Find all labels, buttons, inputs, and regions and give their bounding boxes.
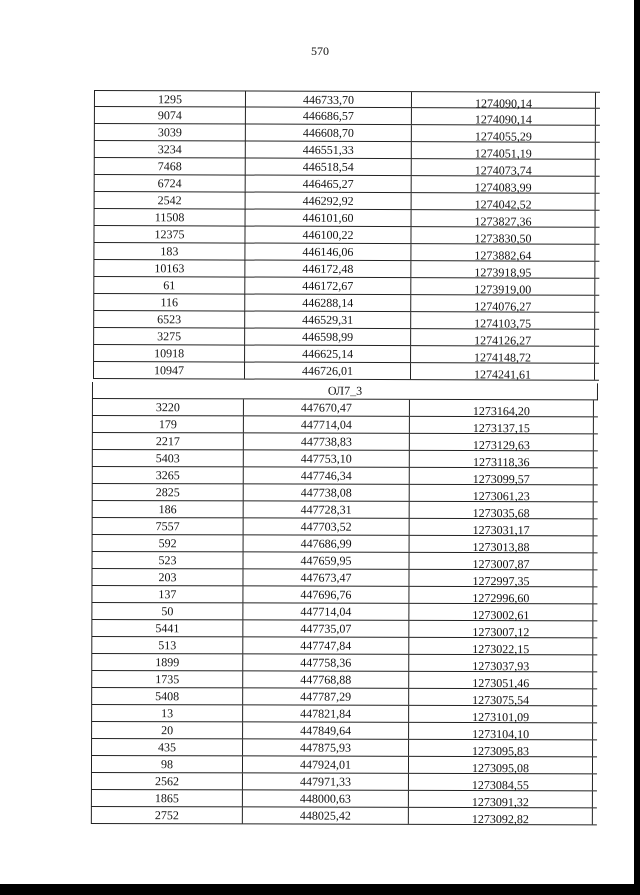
y-coordinate-cell: 1273095,08 (409, 757, 593, 773)
point-id-cell: 186 (92, 501, 244, 517)
x-coordinate-cell: 448000,63 (243, 790, 409, 806)
point-id-cell: 3275 (93, 328, 245, 345)
y-coordinate-cell: 1273037,93 (409, 655, 593, 671)
y-coordinate-cell: 1273022,15 (409, 638, 593, 654)
x-coordinate-cell: 446551,33 (246, 142, 412, 159)
point-id-cell: 12375 (93, 226, 245, 243)
x-coordinate-cell: 447738,08 (244, 484, 410, 500)
x-coordinate-cell: 447821,84 (243, 705, 409, 721)
table-row (91, 586, 597, 604)
table-row (93, 243, 599, 262)
table-row (94, 124, 600, 143)
table-row (93, 345, 599, 364)
point-id-cell: 13 (91, 705, 243, 721)
y-coordinate-cell: 1274126,27 (411, 329, 595, 346)
y-coordinate-cell: 1273075,54 (409, 689, 593, 705)
table-row (94, 158, 600, 177)
point-id-cell: 11508 (94, 209, 246, 226)
point-id-cell: 3265 (92, 467, 244, 483)
point-id-cell: 7557 (92, 518, 244, 534)
table-row (92, 501, 598, 519)
point-id-cell: 9074 (94, 107, 246, 124)
y-coordinate-cell: 1272996,60 (409, 587, 593, 603)
y-coordinate-cell: 1274103,75 (411, 312, 595, 329)
x-coordinate-cell: 447714,04 (243, 603, 409, 619)
y-coordinate-cell: 1273095,83 (409, 740, 593, 756)
point-id-cell: 203 (91, 569, 243, 585)
point-id-cell: 1865 (91, 790, 243, 806)
x-coordinate-cell: 447735,07 (243, 620, 409, 636)
x-coordinate-cell: 447670,47 (244, 399, 410, 415)
y-coordinate-cell: 1274090,14 (412, 92, 596, 108)
y-coordinate-cell: 1272997,35 (409, 570, 593, 586)
y-coordinate-cell: 1273031,17 (410, 519, 594, 535)
point-id-cell: 116 (93, 294, 245, 311)
point-id-cell: 5441 (91, 620, 243, 636)
table-row (92, 416, 598, 434)
y-coordinate-cell: 1273007,12 (409, 621, 593, 637)
y-coordinate-cell: 1273084,55 (409, 774, 593, 790)
point-id-cell: 513 (91, 637, 243, 653)
point-id-cell: 2752 (91, 807, 243, 823)
point-id-cell: 2562 (91, 773, 243, 789)
x-coordinate-cell: 447758,36 (243, 654, 409, 670)
table-row (94, 90, 600, 109)
point-id-cell: 5403 (92, 450, 244, 466)
table-row (91, 722, 597, 740)
x-coordinate-cell: 446518,54 (246, 159, 412, 176)
point-id-cell: 2542 (94, 192, 246, 209)
y-coordinate-cell: 1273099,57 (410, 468, 594, 484)
x-coordinate-cell: 447686,99 (244, 535, 410, 551)
table-row (94, 209, 600, 228)
table-row (92, 399, 598, 417)
table-row (91, 756, 597, 774)
x-coordinate-cell: 447924,01 (243, 756, 409, 772)
point-id-cell: 2825 (92, 484, 244, 500)
y-coordinate-cell: 1274055,29 (412, 125, 596, 142)
table-row (94, 107, 600, 126)
x-coordinate-cell: 446529,31 (245, 312, 411, 329)
point-id-cell: 1295 (94, 91, 246, 107)
point-id-cell: 523 (92, 552, 244, 568)
point-id-cell: 179 (92, 416, 244, 432)
point-id-cell: 5408 (91, 688, 243, 704)
point-id-cell: 3234 (94, 141, 246, 158)
y-coordinate-cell: 1274076,27 (411, 295, 595, 312)
y-coordinate-cell: 1273035,68 (410, 502, 594, 518)
page-number: 570 (311, 44, 329, 58)
y-coordinate-cell: 1274148,72 (411, 346, 595, 363)
table-row (91, 773, 597, 791)
table-row (91, 807, 597, 825)
x-coordinate-cell: 446608,70 (246, 125, 412, 142)
point-id-cell: 10947 (93, 362, 245, 379)
x-coordinate-cell: 446625,14 (245, 346, 411, 363)
table-row (91, 739, 597, 757)
table-row (91, 620, 597, 638)
point-id-cell: 435 (91, 739, 243, 755)
x-coordinate-cell: 447728,31 (244, 501, 410, 517)
section-header: ОЛ7_3 (92, 382, 598, 400)
x-coordinate-cell: 448025,42 (243, 807, 409, 823)
y-coordinate-cell: 1273007,87 (410, 553, 594, 569)
x-coordinate-cell: 447768,88 (243, 671, 409, 687)
x-coordinate-cell: 446465,27 (246, 176, 412, 193)
point-id-cell: 3220 (92, 399, 244, 415)
y-coordinate-cell: 1274090,14 (412, 108, 596, 125)
y-coordinate-cell: 1273919,00 (411, 278, 595, 295)
point-id-cell: 183 (93, 243, 245, 260)
table-row (91, 790, 597, 808)
x-coordinate-cell: 447875,93 (243, 739, 409, 755)
x-coordinate-cell: 447673,47 (243, 569, 409, 585)
point-id-cell: 2217 (92, 433, 244, 449)
y-coordinate-cell: 1274083,99 (412, 176, 596, 193)
point-id-cell: 592 (92, 535, 244, 551)
y-coordinate-cell: 1273051,46 (409, 672, 593, 688)
x-coordinate-cell: 446146,06 (245, 244, 411, 261)
y-coordinate-cell: 1273104,10 (409, 723, 593, 739)
table-row (92, 552, 598, 570)
table-row (94, 192, 600, 211)
table-row (92, 433, 598, 451)
table-row (93, 226, 599, 245)
x-coordinate-cell: 447849,64 (243, 722, 409, 738)
point-id-cell: 7468 (94, 158, 246, 175)
table-row (91, 705, 597, 723)
table-row (91, 637, 597, 655)
table-row (94, 175, 600, 194)
y-coordinate-cell: 1274241,61 (411, 363, 595, 380)
y-coordinate-cell: 1273091,32 (409, 791, 593, 807)
point-id-cell: 6523 (93, 311, 245, 328)
y-coordinate-cell: 1273830,50 (411, 227, 595, 244)
y-coordinate-cell: 1273002,61 (409, 604, 593, 620)
x-coordinate-cell: 447753,10 (244, 450, 410, 466)
y-coordinate-cell: 1273101,09 (409, 706, 593, 722)
table-row (92, 518, 598, 536)
table-row (91, 569, 597, 587)
x-coordinate-cell: 447714,04 (244, 416, 410, 432)
x-coordinate-cell: 447738,83 (244, 433, 410, 449)
y-coordinate-cell: 1273827,36 (412, 210, 596, 227)
point-id-cell: 61 (93, 277, 245, 294)
x-coordinate-cell: 446598,99 (245, 329, 411, 346)
y-coordinate-cell: 1273137,15 (410, 417, 594, 433)
x-coordinate-cell: 447659,95 (244, 552, 410, 568)
x-coordinate-cell: 446100,22 (245, 227, 411, 244)
point-id-cell: 10918 (93, 345, 245, 362)
point-id-cell: 3039 (94, 124, 246, 141)
x-coordinate-cell: 447787,29 (243, 688, 409, 704)
coordinates-table-section-1 (93, 90, 600, 381)
point-id-cell: 50 (91, 603, 243, 619)
x-coordinate-cell: 446292,92 (246, 193, 412, 210)
y-coordinate-cell: 1273061,23 (410, 485, 594, 501)
table-row (93, 362, 599, 381)
x-coordinate-cell: 446686,57 (246, 108, 412, 125)
table-row (91, 654, 597, 672)
table-row (94, 141, 600, 160)
y-coordinate-cell: 1273164,20 (410, 400, 594, 416)
point-id-cell: 1899 (91, 654, 243, 670)
point-id-cell: 10163 (93, 260, 245, 277)
table-row (91, 671, 597, 689)
y-coordinate-cell: 1274042,52 (412, 193, 596, 210)
point-id-cell: 137 (91, 586, 243, 602)
table-row (93, 260, 599, 279)
y-coordinate-cell: 1273013,88 (410, 536, 594, 552)
point-id-cell: 1735 (91, 671, 243, 687)
x-coordinate-cell: 447747,84 (243, 637, 409, 653)
y-coordinate-cell: 1274051,19 (412, 142, 596, 159)
x-coordinate-cell: 446172,48 (245, 261, 411, 278)
table-row (92, 535, 598, 553)
table-row (91, 603, 597, 621)
table-row (93, 311, 599, 330)
x-coordinate-cell: 447696,76 (243, 586, 409, 602)
point-id-cell: 20 (91, 722, 243, 738)
table-row (92, 467, 598, 485)
y-coordinate-cell: 1273092,82 (409, 808, 593, 824)
coordinates-table-section-2 (91, 382, 598, 825)
x-coordinate-cell: 446733,70 (246, 92, 412, 108)
x-coordinate-cell: 446101,60 (246, 210, 412, 227)
table-row (93, 277, 599, 296)
y-coordinate-cell: 1273882,64 (411, 244, 595, 261)
table-row (92, 450, 598, 468)
y-coordinate-cell: 1273118,36 (410, 451, 594, 467)
x-coordinate-cell: 447971,33 (243, 773, 409, 789)
table-row (92, 484, 598, 502)
x-coordinate-cell: 446172,67 (245, 278, 411, 295)
table-row (91, 688, 597, 706)
x-coordinate-cell: 447746,34 (244, 467, 410, 483)
x-coordinate-cell: 447703,52 (244, 518, 410, 534)
y-coordinate-cell: 1274073,74 (412, 159, 596, 176)
y-coordinate-cell: 1273129,63 (410, 434, 594, 450)
table-row (93, 294, 599, 313)
x-coordinate-cell: 446726,01 (245, 363, 411, 380)
x-coordinate-cell: 446288,14 (245, 295, 411, 312)
point-id-cell: 98 (91, 756, 243, 772)
point-id-cell: 6724 (94, 175, 246, 192)
y-coordinate-cell: 1273918,95 (411, 261, 595, 278)
table-row (93, 328, 599, 347)
